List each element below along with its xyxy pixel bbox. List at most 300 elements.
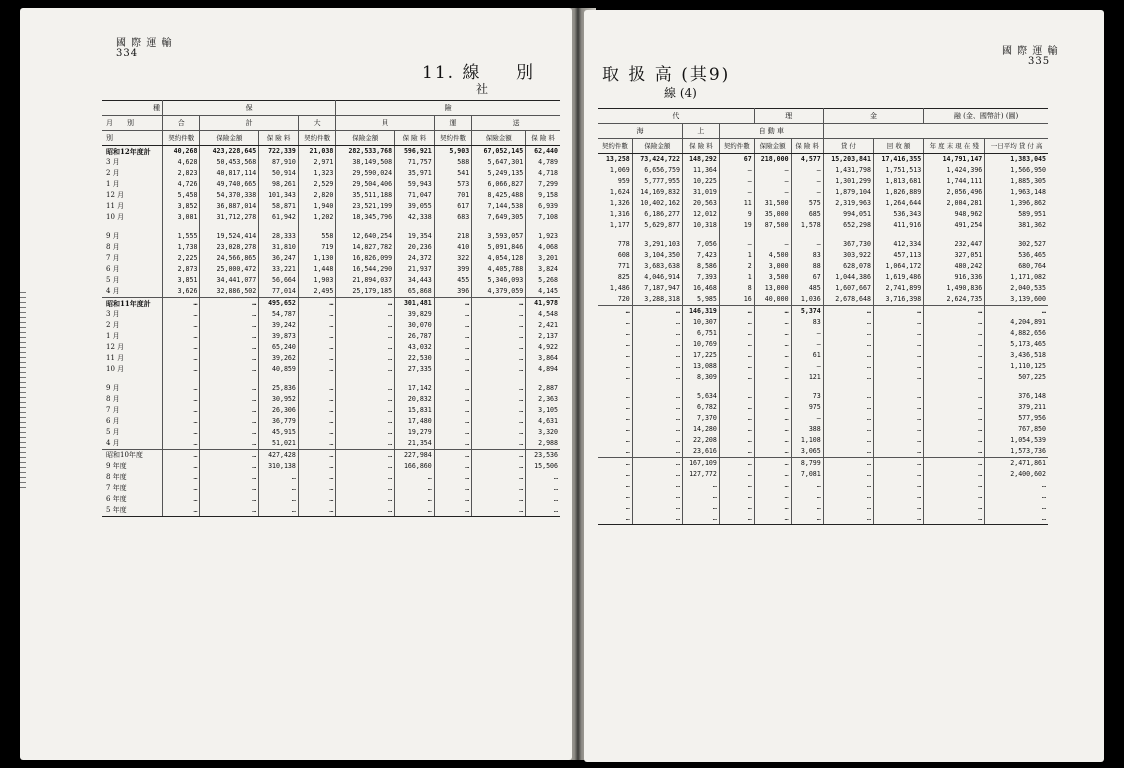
data-cell: 4,204,891: [985, 317, 1048, 328]
data-cell: 88: [791, 261, 823, 272]
data-cell: …: [632, 513, 682, 525]
data-cell: 683: [434, 212, 471, 223]
data-cell: 61,942: [259, 212, 299, 223]
data-cell: …: [434, 309, 471, 320]
data-cell: …: [298, 364, 335, 375]
data-cell: …: [472, 461, 526, 472]
table-row: [102, 253, 560, 264]
group-header-2: 險: [336, 101, 560, 116]
data-cell: 778: [617, 240, 630, 249]
data-cell: …: [259, 505, 299, 517]
spacer-cell: [336, 223, 395, 231]
data-cell: …: [985, 491, 1048, 502]
data-cell: …: [873, 339, 923, 350]
data-cell: …: [873, 402, 923, 413]
data-cell: …: [924, 372, 985, 383]
subgroup-header-3b: 送: [472, 116, 560, 131]
data-cell: …: [873, 458, 923, 470]
row-label: 昭和11年度計: [102, 298, 163, 310]
data-cell: 25,836: [259, 383, 299, 394]
column-header: 契約件數: [598, 139, 632, 154]
data-cell: …: [873, 480, 923, 491]
data-cell: 1,383,045: [985, 154, 1048, 166]
data-cell: 67: [791, 272, 823, 283]
data-cell: …: [873, 306, 923, 318]
spacer-cell: [472, 375, 526, 383]
spacer-cell: [719, 231, 754, 239]
data-cell: 28,333: [259, 231, 299, 242]
data-cell: …: [336, 298, 395, 310]
page-edge-marks: [20, 288, 26, 488]
data-cell: …: [873, 328, 923, 339]
data-cell: 916,336: [924, 272, 985, 283]
data-cell: 1,448: [298, 264, 335, 275]
data-cell: …: [823, 491, 873, 502]
data-cell: …: [163, 505, 200, 517]
data-cell: …: [719, 480, 754, 491]
data-cell: 2,820: [298, 190, 335, 201]
data-cell: …: [719, 458, 754, 470]
data-cell: 388: [791, 424, 823, 435]
data-cell: …: [754, 328, 791, 339]
spacer-cell: [598, 383, 632, 391]
table-row: [102, 331, 560, 342]
left-page: [20, 8, 572, 760]
table-subtitle-left: 社: [476, 82, 489, 96]
right-table: [598, 108, 1048, 525]
page-number-left: 334: [116, 48, 139, 59]
data-cell: 3,000: [754, 261, 791, 272]
data-cell: …: [434, 383, 471, 394]
data-cell: …: [924, 458, 985, 470]
data-cell: 51,021: [259, 438, 299, 450]
data-cell: …: [298, 494, 335, 505]
data-cell: …: [823, 372, 873, 383]
data-cell: 480,242: [924, 261, 985, 272]
data-cell: …: [200, 342, 259, 353]
data-cell: …: [200, 427, 259, 438]
table-row: [102, 450, 560, 462]
data-cell: 7,187,947: [632, 283, 682, 294]
data-cell: 3,105: [526, 405, 560, 416]
spacer-cell: [526, 375, 560, 383]
row-label: 8 月: [106, 243, 120, 251]
right-page: [584, 10, 1104, 762]
data-cell: …: [298, 450, 335, 462]
spacer-cell: [298, 223, 335, 231]
row-label: 昭和12年度計: [106, 147, 151, 156]
data-cell: 39,262: [259, 353, 299, 364]
data-cell: 975: [791, 402, 823, 413]
data-cell: …: [719, 435, 754, 446]
data-cell: 3,851: [163, 275, 200, 286]
data-cell: 45,915: [259, 427, 299, 438]
data-cell: …: [298, 483, 335, 494]
data-cell: …: [873, 424, 923, 435]
data-cell: …: [625, 481, 630, 490]
data-cell: …: [719, 328, 754, 339]
data-cell: …: [683, 480, 720, 491]
table-title-left: 11. 線: [422, 63, 482, 83]
data-cell: 14,827,782: [336, 242, 395, 253]
table-row: [102, 342, 560, 353]
data-cell: …: [298, 342, 335, 353]
table-row: [102, 223, 560, 231]
data-cell: …: [472, 483, 526, 494]
data-cell: …: [873, 446, 923, 458]
data-cell: …: [434, 416, 471, 427]
data-cell: 1,607,667: [823, 283, 873, 294]
data-cell: …: [873, 469, 923, 480]
data-cell: 14,169,832: [632, 187, 682, 198]
data-cell: …: [163, 394, 200, 405]
row-label: 10 月: [106, 213, 125, 221]
data-cell: —: [791, 239, 823, 250]
table-row: [598, 469, 1048, 480]
data-cell: 2,471,861: [985, 458, 1048, 470]
data-cell: 8,309: [683, 372, 720, 383]
table-row: [102, 242, 560, 253]
table-row: [102, 201, 560, 212]
data-cell: …: [298, 505, 335, 517]
data-cell: …: [298, 416, 335, 427]
data-cell: 5,091,846: [472, 242, 526, 253]
data-cell: —: [791, 413, 823, 424]
data-cell: 29,504,406: [336, 179, 395, 190]
table-row: [102, 416, 560, 427]
data-cell: …: [632, 306, 682, 318]
data-cell: 3,081: [163, 212, 200, 223]
table-row: [598, 350, 1048, 361]
data-cell: 4,548: [526, 309, 560, 320]
data-cell: 507,225: [985, 372, 1048, 383]
data-cell: …: [754, 502, 791, 513]
data-cell: …: [472, 309, 526, 320]
data-cell: …: [632, 350, 682, 361]
column-header: 契約件數: [719, 139, 754, 154]
data-cell: 13,088: [683, 361, 720, 372]
data-cell: 61: [791, 350, 823, 361]
data-cell: 4,628: [163, 157, 200, 168]
data-cell: 6,782: [683, 402, 720, 413]
data-cell: 58,871: [259, 201, 299, 212]
column-header: 貸 付: [823, 139, 873, 154]
table-row: [598, 372, 1048, 383]
data-cell: 7,649,305: [472, 212, 526, 223]
data-cell: 232,447: [924, 239, 985, 250]
data-cell: …: [823, 424, 873, 435]
data-cell: 3,320: [526, 427, 560, 438]
spacer-cell: [924, 383, 985, 391]
data-cell: 3,500: [754, 272, 791, 283]
spacer-cell: [395, 223, 435, 231]
data-cell: …: [823, 446, 873, 458]
data-cell: …: [163, 364, 200, 375]
data-cell: 2,971: [298, 157, 335, 168]
data-cell: 17,142: [395, 383, 435, 394]
data-cell: …: [200, 309, 259, 320]
data-cell: …: [924, 328, 985, 339]
table-subtitle-right: 線 (4): [664, 86, 697, 100]
data-cell: 427,428: [259, 450, 299, 462]
data-cell: 17,225: [683, 350, 720, 361]
data-cell: …: [434, 364, 471, 375]
data-cell: 77,014: [259, 286, 299, 298]
data-cell: 4,405,788: [472, 264, 526, 275]
data-cell: 6,939: [526, 201, 560, 212]
data-cell: 23,028,278: [200, 242, 259, 253]
data-cell: 825: [617, 273, 630, 282]
table-row: [102, 483, 560, 494]
column-header: 保險金額: [472, 131, 526, 146]
data-cell: 10,402,162: [632, 198, 682, 209]
data-cell: 1,036: [791, 294, 823, 306]
data-cell: 87,500: [754, 220, 791, 231]
data-cell: 6,751: [683, 328, 720, 339]
data-cell: …: [625, 447, 630, 456]
data-cell: …: [200, 416, 259, 427]
data-cell: …: [434, 427, 471, 438]
data-cell: 1,110,125: [985, 361, 1048, 372]
data-cell: …: [823, 350, 873, 361]
data-cell: 396: [434, 286, 471, 298]
data-cell: 35,971: [395, 168, 435, 179]
data-cell: 2,529: [298, 179, 335, 190]
table-row: [102, 298, 560, 310]
data-cell: …: [632, 446, 682, 458]
data-cell: 1,108: [791, 435, 823, 446]
row-label: 6 月: [106, 417, 120, 425]
data-cell: 1,885,305: [985, 176, 1048, 187]
data-cell: 3,593,057: [472, 231, 526, 242]
data-cell: 327,051: [924, 250, 985, 261]
data-cell: 16,826,099: [336, 253, 395, 264]
data-cell: …: [924, 480, 985, 491]
spacer-cell: [200, 375, 259, 383]
data-cell: …: [754, 372, 791, 383]
table-row: [598, 391, 1048, 402]
data-cell: …: [924, 435, 985, 446]
data-cell: 39,873: [259, 331, 299, 342]
data-cell: …: [472, 394, 526, 405]
data-cell: 11: [719, 198, 754, 209]
data-cell: …: [336, 353, 395, 364]
table-row: [598, 231, 1048, 239]
data-cell: 1,177: [609, 221, 630, 230]
row-label: 2 月: [106, 169, 120, 177]
data-cell: 367,730: [823, 239, 873, 250]
spacer-cell: [259, 375, 299, 383]
data-cell: …: [985, 513, 1048, 525]
data-cell: 1: [719, 272, 754, 283]
data-cell: …: [472, 494, 526, 505]
data-cell: 1,751,513: [873, 165, 923, 176]
data-cell: …: [719, 424, 754, 435]
data-cell: …: [625, 392, 630, 401]
data-cell: …: [163, 342, 200, 353]
data-cell: 1,264,644: [873, 198, 923, 209]
data-cell: —: [791, 339, 823, 350]
data-cell: 588: [434, 157, 471, 168]
data-cell: …: [683, 502, 720, 513]
data-cell: …: [472, 450, 526, 462]
data-cell: …: [259, 494, 299, 505]
data-cell: …: [298, 320, 335, 331]
data-cell: 54,370,338: [200, 190, 259, 201]
table-row: [102, 364, 560, 375]
data-cell: 67: [719, 154, 754, 166]
data-cell: …: [200, 438, 259, 450]
data-cell: 5,629,877: [632, 220, 682, 231]
data-cell: …: [791, 491, 823, 502]
data-cell: 1,555: [163, 231, 200, 242]
data-cell: …: [336, 494, 395, 505]
data-cell: …: [434, 483, 471, 494]
data-cell: 8: [719, 283, 754, 294]
data-cell: …: [336, 438, 395, 450]
data-cell: 575: [791, 198, 823, 209]
data-cell: …: [823, 306, 873, 318]
data-cell: 680,764: [985, 261, 1048, 272]
data-cell: 1,744,111: [924, 176, 985, 187]
data-cell: …: [823, 317, 873, 328]
data-cell: 5,346,093: [472, 275, 526, 286]
data-cell: …: [395, 483, 435, 494]
data-cell: …: [200, 353, 259, 364]
data-cell: 1,923: [526, 231, 560, 242]
running-header-right: 國 際 運 輸: [1002, 46, 1059, 57]
data-cell: 541: [434, 168, 471, 179]
data-cell: …: [632, 413, 682, 424]
data-cell: 6,656,759: [632, 165, 682, 176]
table-row: [102, 438, 560, 450]
data-cell: 617: [434, 201, 471, 212]
table-row: [598, 154, 1048, 166]
row-label: 5 月: [106, 428, 120, 436]
table-row: [598, 413, 1048, 424]
spacer-cell: [873, 383, 923, 391]
data-cell: 50,453,568: [200, 157, 259, 168]
data-cell: 30,952: [259, 394, 299, 405]
data-cell: 399: [434, 264, 471, 275]
data-cell: …: [298, 405, 335, 416]
data-cell: …: [298, 427, 335, 438]
data-cell: …: [395, 472, 435, 483]
data-cell: 24,566,865: [200, 253, 259, 264]
data-cell: 1,171,082: [985, 272, 1048, 283]
data-cell: 3,291,103: [632, 239, 682, 250]
data-cell: …: [200, 483, 259, 494]
data-cell: 71,757: [395, 157, 435, 168]
column-header: 保 險 料: [395, 131, 435, 146]
data-cell: …: [163, 383, 200, 394]
data-cell: …: [719, 446, 754, 458]
data-cell: …: [163, 427, 200, 438]
data-cell: …: [873, 435, 923, 446]
table-row: [102, 275, 560, 286]
data-cell: …: [163, 353, 200, 364]
spacer-cell: [632, 383, 682, 391]
data-cell: 2,319,963: [823, 198, 873, 209]
data-cell: …: [598, 513, 632, 525]
data-cell: …: [823, 339, 873, 350]
table-row: [102, 168, 560, 179]
data-cell: …: [336, 405, 395, 416]
data-cell: …: [163, 331, 200, 342]
data-cell: 22,530: [395, 353, 435, 364]
data-cell: …: [395, 494, 435, 505]
column-header: 保 險 料: [259, 131, 299, 146]
data-cell: 24,372: [395, 253, 435, 264]
subgroup-header-3a: 運: [434, 116, 471, 131]
data-cell: 15,506: [526, 461, 560, 472]
data-cell: 2,004,281: [924, 198, 985, 209]
row-label: 6 月: [106, 265, 120, 273]
data-cell: …: [924, 350, 985, 361]
table-row: [102, 146, 560, 158]
data-cell: 1,301,299: [823, 176, 873, 187]
data-cell: …: [719, 491, 754, 502]
subgroup-header-2b: 貝: [336, 116, 434, 131]
data-cell: —: [754, 187, 791, 198]
data-cell: …: [873, 361, 923, 372]
table-row: [598, 491, 1048, 502]
data-cell: …: [754, 402, 791, 413]
spacer-cell: [683, 383, 720, 391]
data-cell: …: [632, 469, 682, 480]
data-cell: 20,236: [395, 242, 435, 253]
data-cell: 2,887: [526, 383, 560, 394]
data-cell: 40,000: [754, 294, 791, 306]
data-cell: …: [625, 351, 630, 360]
data-cell: 33,221: [259, 264, 299, 275]
data-cell: 379,211: [985, 402, 1048, 413]
data-cell: …: [434, 320, 471, 331]
data-cell: …: [754, 306, 791, 318]
data-cell: 457,113: [873, 250, 923, 261]
data-cell: …: [719, 513, 754, 525]
data-cell: 19,354: [395, 231, 435, 242]
table-row: [598, 250, 1048, 261]
data-cell: 21,354: [395, 438, 435, 450]
data-cell: …: [472, 342, 526, 353]
data-cell: …: [298, 472, 335, 483]
data-cell: 34,443: [395, 275, 435, 286]
left-table: [102, 100, 560, 517]
running-header-left: 國 際 運 輸: [116, 38, 173, 49]
data-cell: …: [298, 298, 335, 310]
data-cell: …: [625, 470, 630, 479]
data-cell: …: [754, 435, 791, 446]
data-cell: …: [298, 438, 335, 450]
data-cell: 19: [719, 220, 754, 231]
data-cell: 31,712,278: [200, 212, 259, 223]
data-cell: …: [823, 402, 873, 413]
data-cell: …: [200, 331, 259, 342]
row-label: 昭和10年度: [102, 450, 163, 462]
column-header: 保險金額: [336, 131, 395, 146]
table-row: [102, 179, 560, 190]
subgroup-header-1a: 合: [163, 116, 200, 131]
stub-header-top: 種: [102, 101, 163, 116]
data-cell: 35,511,188: [336, 190, 395, 201]
data-cell: 49,740,665: [200, 179, 259, 190]
table-row: [598, 402, 1048, 413]
data-cell: 2,056,496: [924, 187, 985, 198]
data-cell: 40,817,114: [200, 168, 259, 179]
data-cell: 32,886,502: [200, 286, 259, 298]
table-row: [598, 294, 1048, 306]
